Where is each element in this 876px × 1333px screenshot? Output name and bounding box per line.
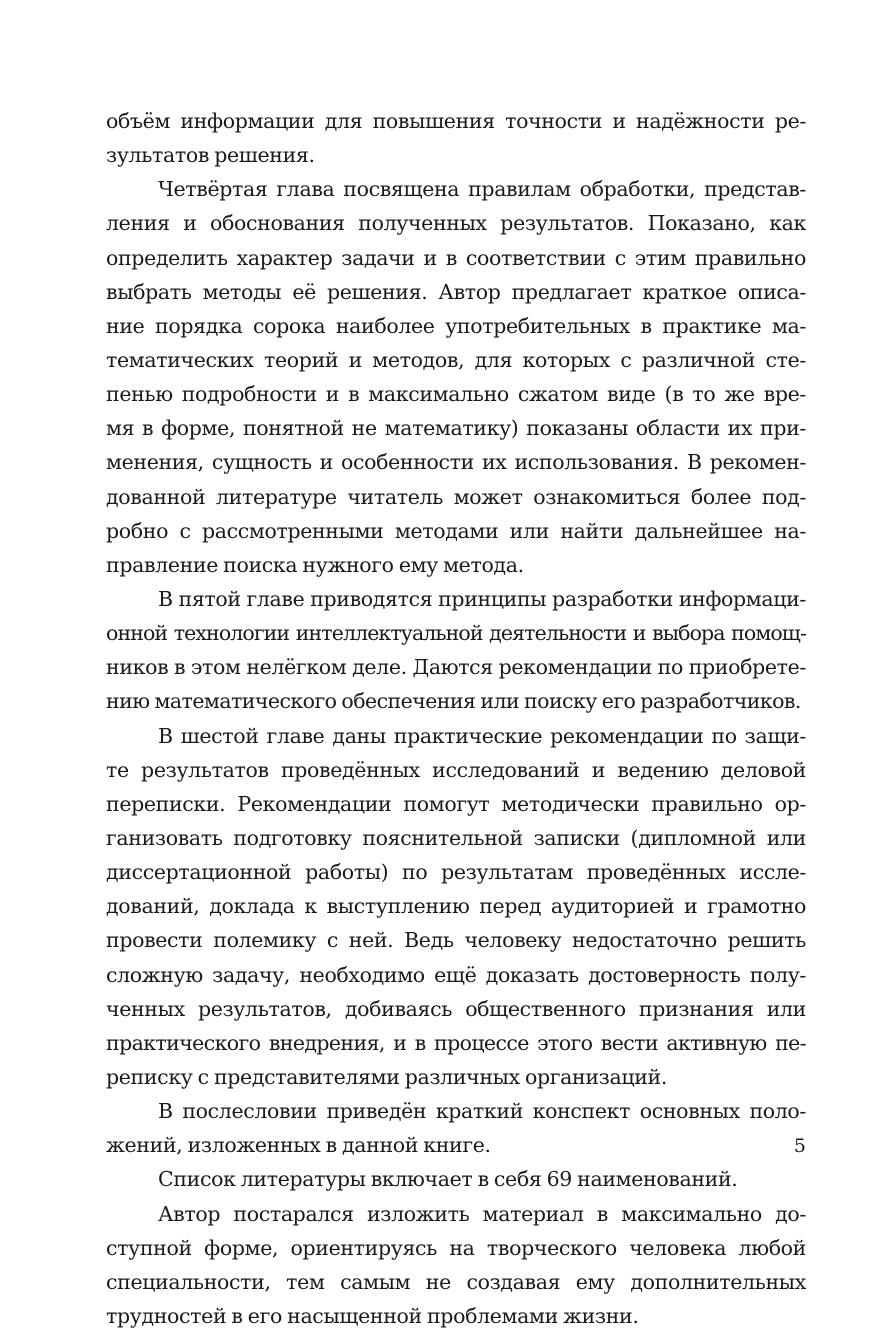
paragraph (106, 1094, 806, 1162)
text-line: определить характер задачи и в соответствии с этим правильно (106, 241, 806, 275)
paragraph (106, 582, 806, 719)
text-line: объём информации для повышения точности и надёжности ре- (106, 104, 806, 138)
text-line: пенью подробности и в максимально сжатом виде (в то же вре- (106, 377, 806, 411)
text-line: тематических теорий и методов, для которых с различной сте- (106, 343, 806, 377)
paragraph (106, 1197, 806, 1333)
text-line: ников в этом нелёгком деле. Даются рекомендации по приобрете- (106, 650, 806, 684)
text-line: В пятой главе приводятся принципы разработки информаци- (106, 582, 806, 616)
text-line: В послесловии приведён краткий конспект основных поло- (106, 1094, 806, 1128)
text-line: Список литературы включает в себя 69 наименований. (106, 1162, 806, 1196)
text-line: дованной литературе читатель может ознакомиться более под- (106, 480, 806, 514)
text-line: нию математического обеспечения или поиску его разработчиков. (106, 684, 806, 718)
text-line: робно с рассмотренными методами или найти дальнейшее на- (106, 514, 806, 548)
text-line: ганизовать подготовку пояснительной записки (дипломной или (106, 821, 806, 855)
text-line: ченных результатов, добиваясь общественного признания или (106, 992, 806, 1026)
text-line: выбрать методы её решения. Автор предлагает краткое описа- (106, 275, 806, 309)
text-line: В шестой главе даны практические рекомендации по защи- (106, 719, 806, 753)
text-line: ние порядка сорока наиболее употребительных в практике ма- (106, 309, 806, 343)
text-line: зультатов решения. (106, 138, 806, 172)
text-line: Автор постарался изложить материал в максимально до- (106, 1197, 806, 1231)
paragraph (106, 104, 806, 172)
text-line: жений, изложенных в данной книге. (106, 1128, 806, 1162)
text-line: диссертационной работы) по результатам проведённых иссле- (106, 855, 806, 889)
text-line: Четвёртая глава посвящена правилам обработки, представ- (106, 172, 806, 206)
text-line: трудностей в его насыщенной проблемами жизни. (106, 1299, 806, 1333)
text-line: дований, доклада к выступлению перед аудиторией и грамотно (106, 889, 806, 923)
text-line: онной технологии интеллектуальной деятельности и выбора помощ- (106, 616, 806, 650)
paragraph (106, 172, 806, 582)
text-line: переписки. Рекомендации помогут методически правильно ор- (106, 787, 806, 821)
text-line: ступной форме, ориентируясь на творческого человека любой (106, 1231, 806, 1265)
text-line: реписку с представителями различных организаций. (106, 1060, 806, 1094)
page-number: 5 (786, 1130, 806, 1162)
text-line: провести полемику с ней. Ведь человеку недостаточно решить (106, 923, 806, 957)
text-line: те результатов проведённых исследований и ведению деловой (106, 753, 806, 787)
text-line: правление поиска нужного ему метода. (106, 548, 806, 582)
text-line: сложную задачу, необходимо ещё доказать достоверность полу- (106, 958, 806, 992)
text-line: специальности, тем самым не создавая ему дополнительных (106, 1265, 806, 1299)
page-text (106, 104, 806, 1333)
text-line: менения, сущность и особенности их использования. В рекомен- (106, 445, 806, 479)
text-line: мя в форме, понятной не математику) показаны области их при- (106, 411, 806, 445)
paragraph (106, 1162, 806, 1196)
paragraph (106, 719, 806, 1095)
text-line: ления и обоснования полученных результатов. Показано, как (106, 206, 806, 240)
text-line: практического внедрения, и в процессе этого вести активную пе- (106, 1026, 806, 1060)
